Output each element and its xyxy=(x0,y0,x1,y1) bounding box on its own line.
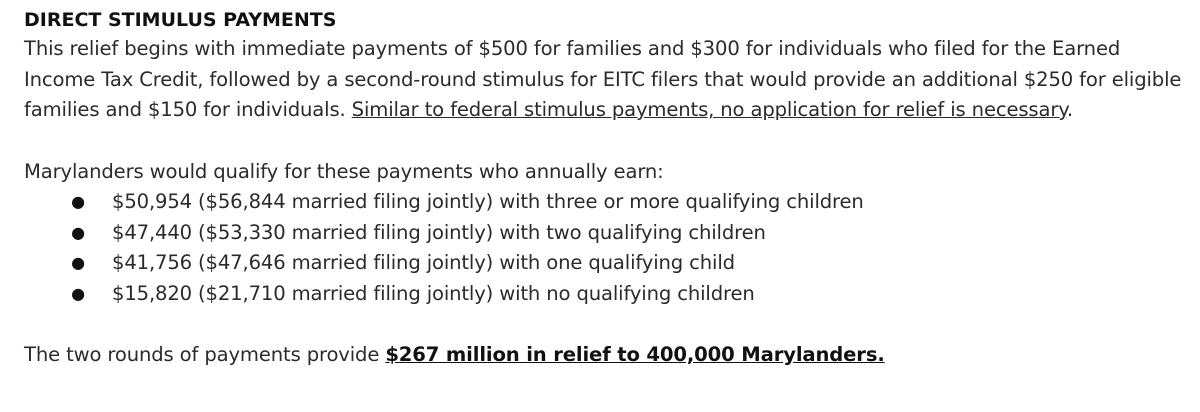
list-item xyxy=(24,187,1184,218)
intro-paragraph xyxy=(24,34,1184,126)
section-heading: DIRECT STIMULUS PAYMENTS xyxy=(24,9,337,31)
bullet-icon: ● xyxy=(71,253,85,272)
qualify-intro: Marylanders would qualify for these payments who annually earn: xyxy=(24,159,664,183)
no-application-link[interactable]: Similar to federal stimulus payments, no application for relief is necessary xyxy=(351,98,1067,121)
list-item-text: $41,756 ($47,646 married filing jointly) with one qualifying child xyxy=(112,251,735,274)
list-item-text: $50,954 ($56,844 married filing jointly) with three or more qualifying children xyxy=(112,190,864,213)
intro-text: This relief begins with immediate payments of $500 for families and $300 for individuals who filed for the Earned Income Tax Credit, followed by a second-round stimulus for EITC filers that would provide an additional $250 for eligible families and $150 for individuals. xyxy=(24,37,1182,121)
summary-paragraph xyxy=(24,340,1184,371)
relief-total-link[interactable]: $267 million in relief to 400,000 Marylanders. xyxy=(385,343,885,366)
list-item xyxy=(24,218,1184,249)
list-item-text: $47,440 ($53,330 married filing jointly) with two qualifying children xyxy=(112,220,766,244)
document-body xyxy=(24,6,1184,371)
bullet-icon: ● xyxy=(71,283,85,303)
qualification-list xyxy=(24,187,1184,309)
list-item xyxy=(24,279,1184,310)
summary-text: The two rounds of payments provide xyxy=(24,343,386,366)
intro-end: . xyxy=(1066,98,1073,121)
paragraph-spacer xyxy=(24,126,1184,157)
bullet-icon: ● xyxy=(71,222,85,242)
list-item xyxy=(24,248,1184,279)
paragraph-spacer xyxy=(24,309,1184,340)
list-item-text: $15,820 ($21,710 married filing jointly) with no qualifying children xyxy=(112,281,755,305)
bullet-icon: ● xyxy=(71,192,85,211)
